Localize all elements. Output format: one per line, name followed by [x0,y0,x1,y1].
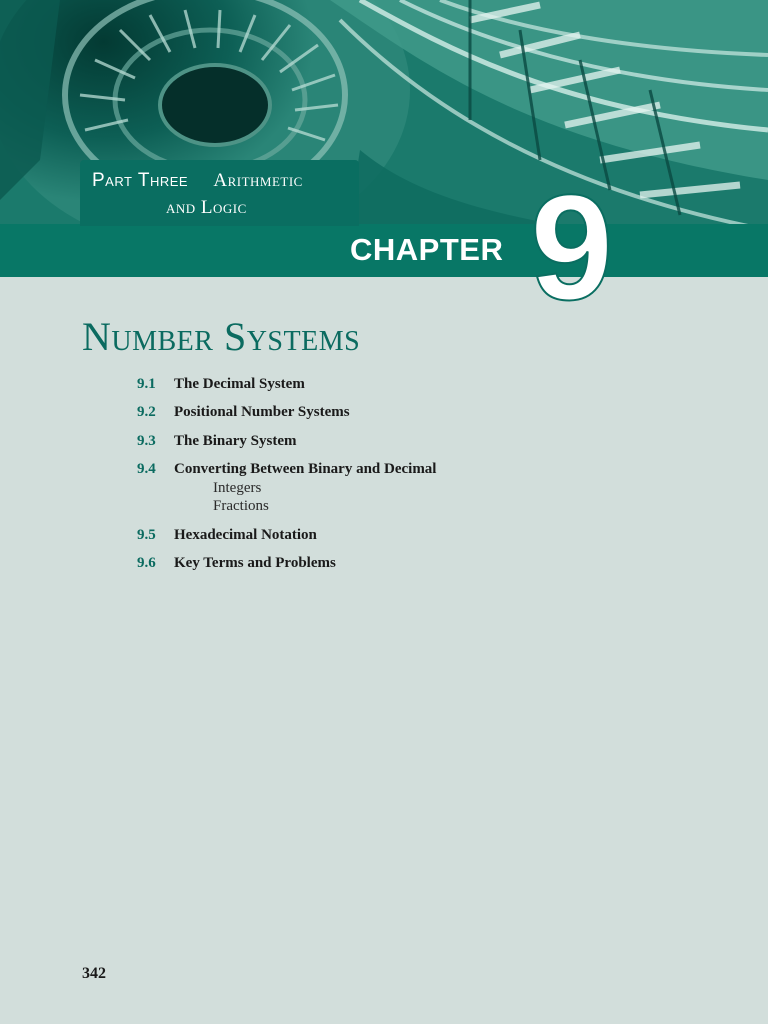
part-heading [92,170,303,192]
chapter-number: 9 [530,163,614,331]
chapter-title: Number Systems [82,314,361,359]
toc-item-title: Converting Between Binary and Decimal [174,461,437,477]
toc-item-number: 9.5 [137,527,156,543]
toc-item-title: Key Terms and Problems [174,555,336,571]
toc-subitem: Integers [213,480,262,496]
toc-item-number: 9.6 [137,555,156,571]
toc-item [137,461,436,478]
toc-item-title: Hexadecimal Notation [174,527,317,543]
toc-item [137,376,305,393]
toc-item-number: 9.3 [137,433,156,449]
part-topic-line1: Arithmetic [213,170,303,191]
toc-item [137,527,317,544]
chapter-label: CHAPTER [350,232,504,267]
toc-item-number: 9.1 [137,376,156,392]
toc-item-title: The Binary System [174,433,297,449]
part-topic-line2: and Logic [166,197,247,218]
page-number: 342 [82,965,106,982]
toc-item [137,404,350,421]
toc-item-number: 9.2 [137,404,156,420]
toc-item-number: 9.4 [137,461,156,477]
toc-item-title: The Decimal System [174,376,305,392]
toc-item [137,555,336,572]
toc-subitem: Fractions [213,498,269,514]
toc-item [137,433,297,450]
toc-item-title: Positional Number Systems [174,404,350,420]
part-label: Part Three [92,170,189,191]
